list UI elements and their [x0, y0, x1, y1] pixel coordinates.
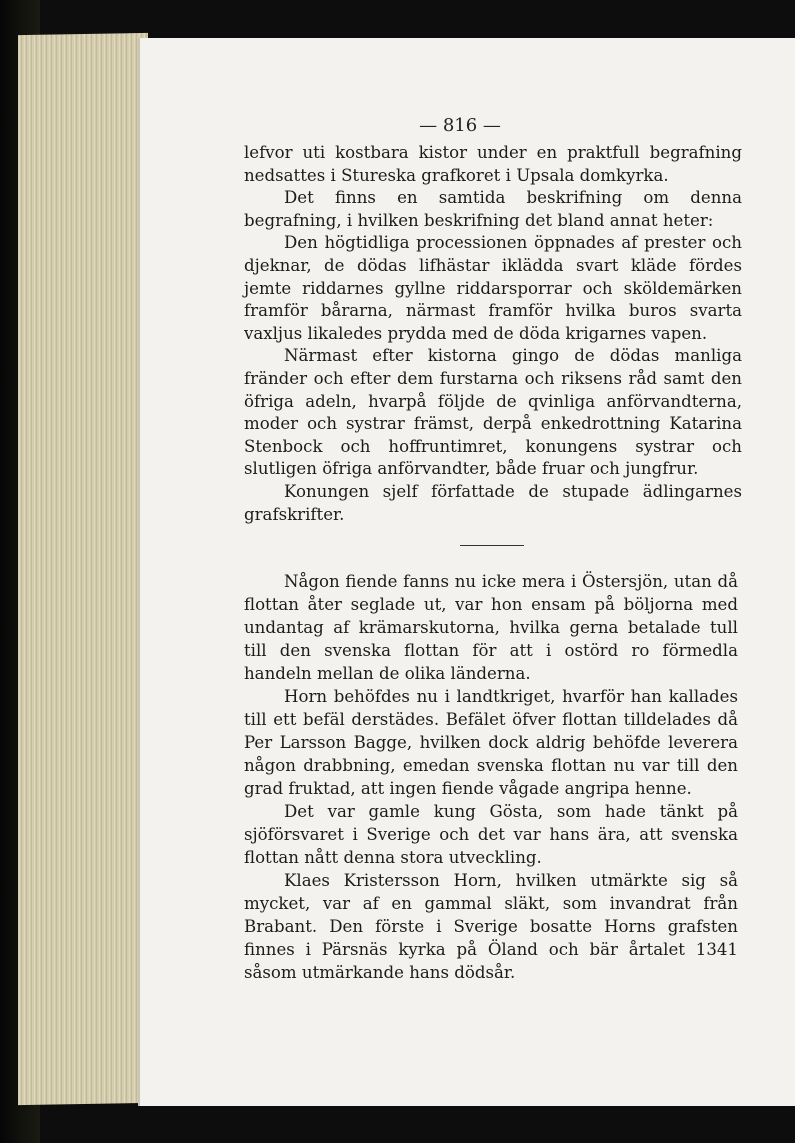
section-divider	[460, 545, 524, 546]
page-number: — 816 —	[419, 115, 501, 136]
paragraph: Någon fiende fanns nu icke mera i Östersjön, utan då flottan åter seglade ut, var hon ensam på böljorna med undantag af krämarskutorna, hvilka gerna betalade tull till den svenska flottan för att i ostörd ro förmedla handeln mellan de olika länderna.	[244, 572, 738, 683]
paragraph: lefvor uti kostbara kistor under en praktfull begrafning nedsattes i Stureska grafkoret i Upsala domkyrka.	[244, 143, 742, 185]
paragraph: Klaes Kristersson Horn, hvilken utmärkte sig så mycket, var af en gammal släkt, som invandrat från Brabant. Den förste i Sverige bosatte Horns grafsten finnes i Pärsnäs kyrka på Öland och bär årtalet 1341 såsom utmärkande hans dödsår.	[244, 871, 738, 982]
paragraph: Den högtidliga processionen öppnades af prester och djeknar, de dödas lifhästar iklädda svart kläde fördes jemte riddarnes gyllne riddarsporrar och sköldemärken framför bårarna, närmast framför hvilka buros svarta vaxljus likaledes prydda med de döda krigarnes vapen.	[244, 233, 742, 343]
paragraph: Konungen sjelf författade de stupade ädlingarnes grafskrifter.	[244, 481, 742, 524]
paragraph: Horn behöfdes nu i landtkriget, hvarför han kallades till ett befäl derstädes. Befälet öfver flottan tilldelades då Per Larsson Bagge, hvilken dock aldrig behöfde leverera någon drabbning, emedan svenska flottan nu var till den grad fruktad, att ingen fiende vågade angripa henne.	[244, 687, 738, 798]
text-block-2	[244, 570, 738, 984]
paragraph: Det finns en samtida beskrifning om denna begrafning, i hvilken beskrifning det bland annat heter:	[244, 188, 742, 230]
paragraph: Det var gamle kung Gösta, som hade tänkt på sjöförsvaret i Sverige och det var hans ära, att svenska flottan nått denna stora utveckling.	[244, 802, 738, 867]
paragraph: Närmast efter kistorna gingo de dödas manliga fränder och efter dem furstarna och riksens råd samt den öfriga adeln, hvarpå följde de qvinliga anförvandterna, moder och systrar främst, derpå enkedrottning Katarina Stenbock och hoffruntimret, konungens systrar och slutligen öfriga anförvandter, både fruar och jungfrur.	[244, 346, 742, 479]
text-block-1	[244, 142, 742, 526]
book-page-edges	[18, 33, 148, 1105]
